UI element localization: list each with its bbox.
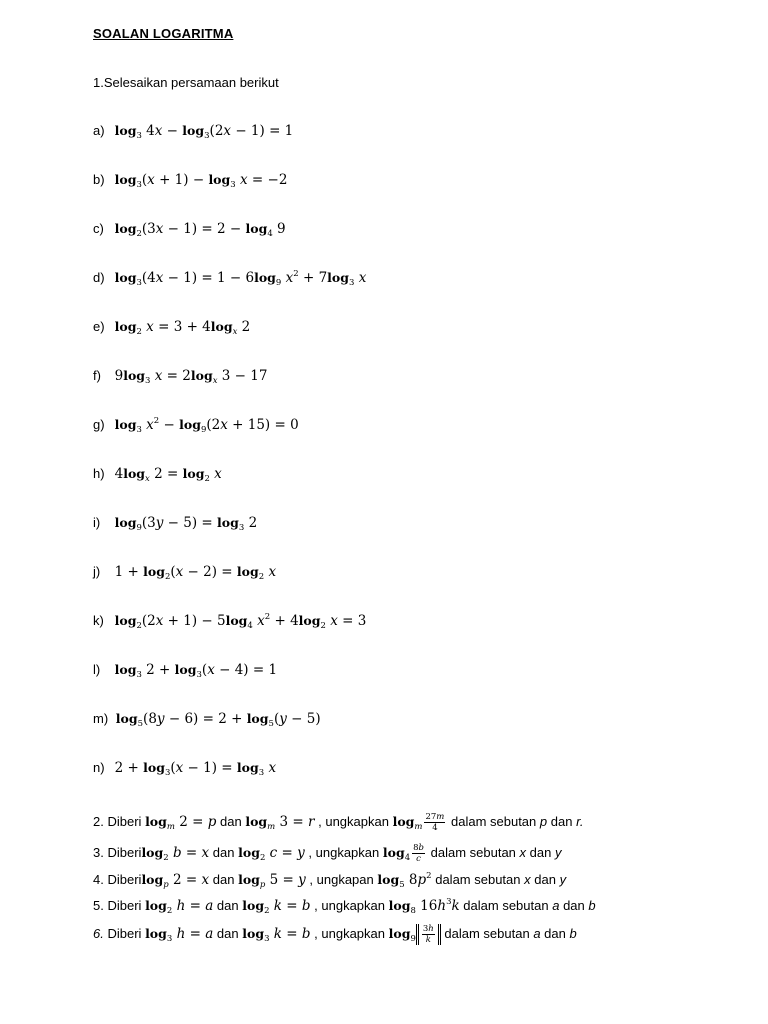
diberi-text: Diberi bbox=[107, 925, 142, 941]
ungkapkan-text: , ungkapkan bbox=[314, 898, 385, 913]
dan-text: dan bbox=[212, 844, 235, 860]
equation-i: $\log_9(3y - 5) = \log_3 2$ bbox=[114, 515, 258, 533]
ungkapkan-text: , ungkapkan bbox=[314, 925, 385, 941]
question-5-number: 5. bbox=[93, 898, 104, 913]
dalam-sebutan-text: dalam sebutan bbox=[430, 844, 516, 860]
question-1a bbox=[93, 123, 293, 139]
label-d: d) bbox=[93, 270, 105, 285]
question-2-text: Diberi bbox=[107, 813, 142, 829]
dalam-sebutan-text: dalam sebutan bbox=[435, 872, 521, 887]
dan-text: dan bbox=[216, 898, 239, 913]
question-1n bbox=[93, 760, 276, 776]
equation-m: $\log_5(8y - 6) = 2 + \log_5(y - 5)$ bbox=[115, 711, 321, 729]
diberi-text: Diberi bbox=[107, 872, 142, 887]
equation-b: $\log_3(x + 1) - \log_3 x = -2$ bbox=[114, 172, 288, 190]
label-g: g) bbox=[93, 417, 105, 432]
dan-text: dan bbox=[563, 898, 585, 913]
page-title: SOALAN LOGARITMA bbox=[93, 26, 234, 41]
equation-g: $\log_3 x^2 - \log_9(2x + 15) = 0$ bbox=[114, 416, 299, 435]
equation-d: $\log_3(4x - 1) = 1 - 6\log_9$ $x^2 + 7\log_3$ x bbox=[114, 269, 367, 288]
label-e: e) bbox=[93, 319, 105, 334]
question-1b bbox=[93, 172, 287, 188]
equation-l: $\log_3 2 + \log_3(x - 4) = 1$ bbox=[114, 662, 278, 680]
dan-text: dan bbox=[550, 813, 573, 829]
ungkapkan-text: , ungkapkan bbox=[318, 813, 389, 829]
question-1h bbox=[93, 466, 222, 482]
label-a: a) bbox=[93, 123, 105, 138]
label-i: i) bbox=[93, 515, 101, 530]
dan-text: dan bbox=[212, 872, 235, 887]
question-3: 3. Diberilog$_2$ b = x dan $\log_2 c = y$ , ungkapkan $\log_4$ $\frac{8b}{c}$ dalam sebutan x dan y bbox=[93, 843, 562, 864]
equation-e: $\log_2 x = 3 + 4\log_x$ 2 bbox=[114, 319, 251, 337]
dan-text: dan bbox=[544, 925, 566, 941]
question-2: 2. Diberi $\log_m 2 = p$ dan $\log_m 3 = r$ , ungkapkan $\log_m$ $\frac{27m}{4}$ dalam sebutan p dan r. bbox=[93, 812, 584, 833]
diberi-text: Diberi bbox=[107, 898, 142, 913]
question-1j bbox=[93, 564, 276, 580]
equation-j: $1 + \log_2(x - 2) = \log_2 x$ bbox=[114, 564, 277, 582]
question-5: 5. Diberi $\log_2 h = a$ dan $\log_2 k = b$ , ungkapkan $\log_8 16h^3k$ dalam sebutan a dan b bbox=[93, 897, 596, 916]
question-3-number: 3. bbox=[93, 844, 104, 860]
label-l: l) bbox=[93, 662, 101, 677]
question-6-number: 6. bbox=[93, 925, 104, 941]
dalam-sebutan-text: dalam sebutan bbox=[444, 925, 530, 941]
dan-text: dan bbox=[529, 844, 552, 860]
label-k: k) bbox=[93, 613, 104, 628]
question-1i bbox=[93, 515, 257, 531]
dalam-sebutan-text: dalam sebutan bbox=[450, 813, 537, 829]
question-1-instruction: 1.Selesaikan persamaan berikut bbox=[93, 75, 279, 90]
equation-f: $9\log_3$ $x = 2\log_x$ 3 − 17 bbox=[114, 368, 268, 386]
question-1c bbox=[93, 221, 286, 237]
question-1g bbox=[93, 417, 299, 433]
equation-c: $\log_2(3x - 1) = 2 - \log_4 9$ bbox=[114, 221, 286, 239]
diberi-text: Diberi bbox=[107, 844, 142, 860]
label-f: f) bbox=[93, 368, 101, 383]
ungkapkan-text: , ungkapkan bbox=[308, 844, 380, 860]
question-4: 4. Diberilog$_p$ 2 = x dan $\log_p 5 = y$ , ungkapan $\log_5 8p^2$ dalam sebutan x dan y bbox=[93, 871, 567, 890]
question-1f bbox=[93, 368, 267, 384]
dan-text: dan bbox=[216, 925, 239, 941]
question-1d bbox=[93, 270, 366, 286]
label-m: m) bbox=[93, 711, 109, 726]
equation-k: $\log_2(2x + 1) - 5\log_4$ $x^2 + 4\log_2$ x = 3 bbox=[114, 612, 367, 631]
dan-text: dan bbox=[220, 813, 242, 829]
label-j: j) bbox=[93, 564, 101, 579]
label-c: c) bbox=[93, 221, 104, 236]
label-n: n) bbox=[93, 760, 105, 775]
label-h: h) bbox=[93, 466, 105, 481]
question-2-number: 2. bbox=[93, 813, 104, 829]
dan-text: dan bbox=[534, 872, 556, 887]
question-4-number: 4. bbox=[93, 872, 104, 887]
dalam-sebutan-text: dalam sebutan bbox=[463, 898, 549, 913]
question-1k bbox=[93, 613, 366, 629]
label-b: b) bbox=[93, 172, 105, 187]
equation-n: $2 + \log_3(x - 1) = \log_3 x$ bbox=[114, 760, 277, 778]
question-1e bbox=[93, 319, 250, 335]
equation-h: $4\log_x$ $2 = \log_2 x$ bbox=[114, 466, 222, 484]
question-6: 6. Diberi $\log_3 h = a$ dan $\log_3 k = b$ , ungkapkan $\log_9$ $\frac{3h}{k}$ dalam sebutan a dan b bbox=[93, 924, 577, 945]
question-1l bbox=[93, 662, 277, 678]
ungkapan-text: , ungkapan bbox=[309, 872, 374, 887]
equation-a: $\log_3 4x - \log_3(2x - 1) = 1$ bbox=[114, 123, 294, 141]
question-1m bbox=[93, 711, 321, 727]
